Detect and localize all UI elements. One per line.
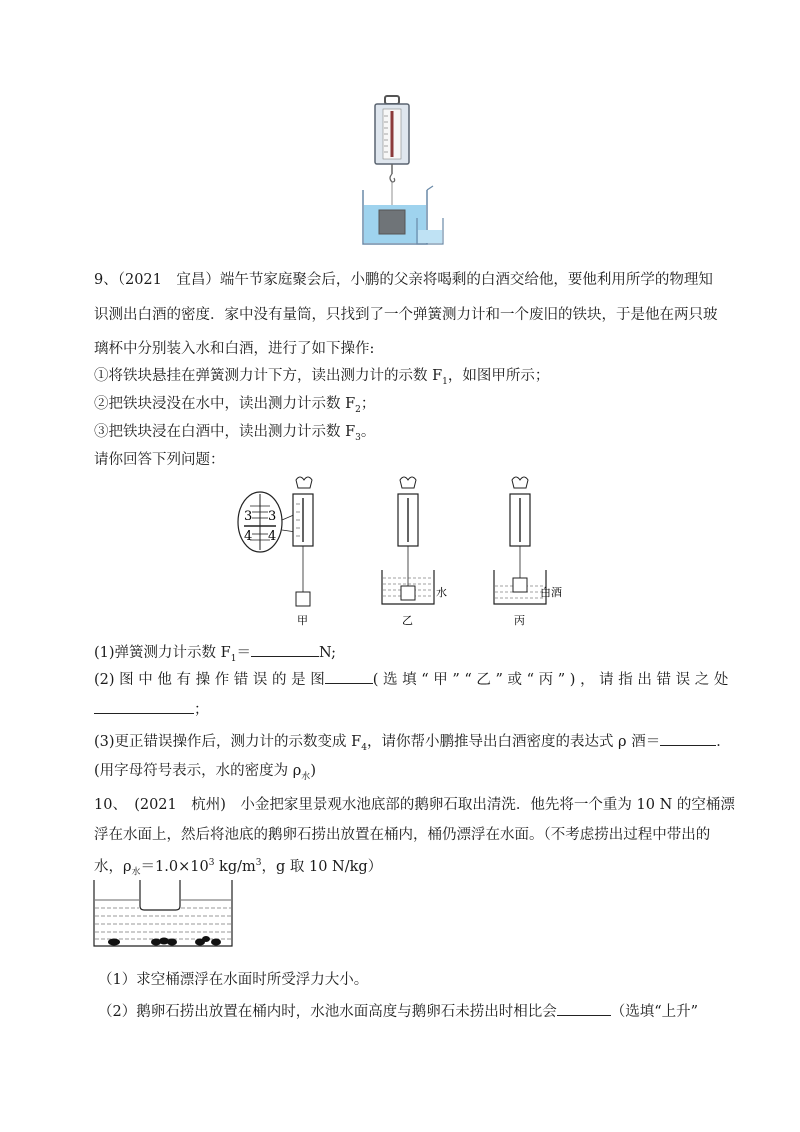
q9-sub1: (1)弹簧测力计示数 $F_1= N$;	[94, 642, 336, 669]
answer-blank-density[interactable]	[660, 731, 716, 746]
q9-experiment-figure	[230, 474, 590, 634]
zoom-label-3b: 3	[268, 509, 277, 524]
q10-line3: 水，$\rho_水=1.0\times 10^3$ $kg/m^3$，g 取 10 N/kg）	[94, 858, 383, 878]
q9-sub3-note: (用字母符号表示，水的密度为 $\rho_水$)	[94, 763, 316, 782]
answer-blank-error[interactable]	[94, 699, 194, 714]
q9-sub2-cont: ；	[94, 699, 209, 720]
label-water: 水	[436, 586, 447, 599]
label-yi: 乙	[402, 614, 413, 627]
q9-step1: ①将铁块悬挂在弹簧测力计下方，读出测力计的示数 $F_1$，如图甲所示；	[94, 368, 550, 387]
q9-sub2: (2) 图 中 他 有 操 作 错 误 的 是 图 ( 选 填 “ 甲 ” “ 乙 ” 或 “ 丙 ” ) ， 请 指 出 错 误 之 处	[94, 669, 728, 690]
q9-step3: ③把铁块浸在白酒中，读出测力计示数 $F_3$。	[94, 424, 376, 443]
setup-yi	[382, 477, 434, 604]
q9-line2: 识测出白酒的密度．家中没有量筒，只找到了一个弹簧测力计和一个废旧的铁块，于是他在两只玻	[94, 307, 718, 323]
q9-line1: 9、（2021 宜昌）端午节家庭聚会后，小鹏的父亲将喝剩的白酒交给他，要他利用所学的物理知	[94, 272, 713, 288]
setup-jia	[293, 477, 313, 606]
zoom-label-3a: 3	[244, 509, 253, 524]
answer-blank-f1[interactable]	[251, 642, 319, 657]
setup-bing	[494, 477, 546, 604]
q9-line3: 璃杯中分别装入水和白酒，进行了如下操作:	[94, 341, 375, 357]
pool-bucket-figure	[92, 878, 237, 950]
q10-line1: 10、 (2021 杭州) 小金把家里景观水池底部的鹅卵石取出清洗．他先将一个重为 10 N 的空桶漂	[94, 797, 735, 813]
answer-blank-figure[interactable]	[325, 669, 373, 684]
q9-prompt: 请你回答下列问题：	[94, 452, 225, 468]
label-baijiu: 白酒	[540, 586, 562, 599]
spring-scale-beaker-figure	[355, 92, 455, 252]
q10-part2: （2）鹅卵石捞出放置在桶内时，水池水面高度与鹅卵石未捞出时相比会 （选填“上升”	[98, 1001, 698, 1022]
label-bing: 丙	[514, 614, 525, 627]
label-jia: 甲	[297, 614, 308, 627]
q10-line2: 浮在水面上，然后将池底的鹅卵石捞出放置在桶内，桶仍漂浮在水面。（不考虑捞出过程中带出的	[94, 827, 711, 843]
q10-part1: （1）求空桶漂浮在水面时所受浮力大小。	[98, 972, 369, 988]
zoom-label-4b: 4	[268, 529, 277, 544]
zoom-label-4a: 4	[244, 529, 253, 544]
answer-blank-level[interactable]	[557, 1001, 611, 1016]
q9-step2: ②把铁块浸没在水中，读出测力计示数 $F_2$；	[94, 396, 376, 415]
q9-sub3: (3)更正错误操作后，测力计的示数变成 $F_4$，请你帮小鹏推导出白酒密度的表达式 ρ 酒＝ ．	[94, 731, 731, 758]
